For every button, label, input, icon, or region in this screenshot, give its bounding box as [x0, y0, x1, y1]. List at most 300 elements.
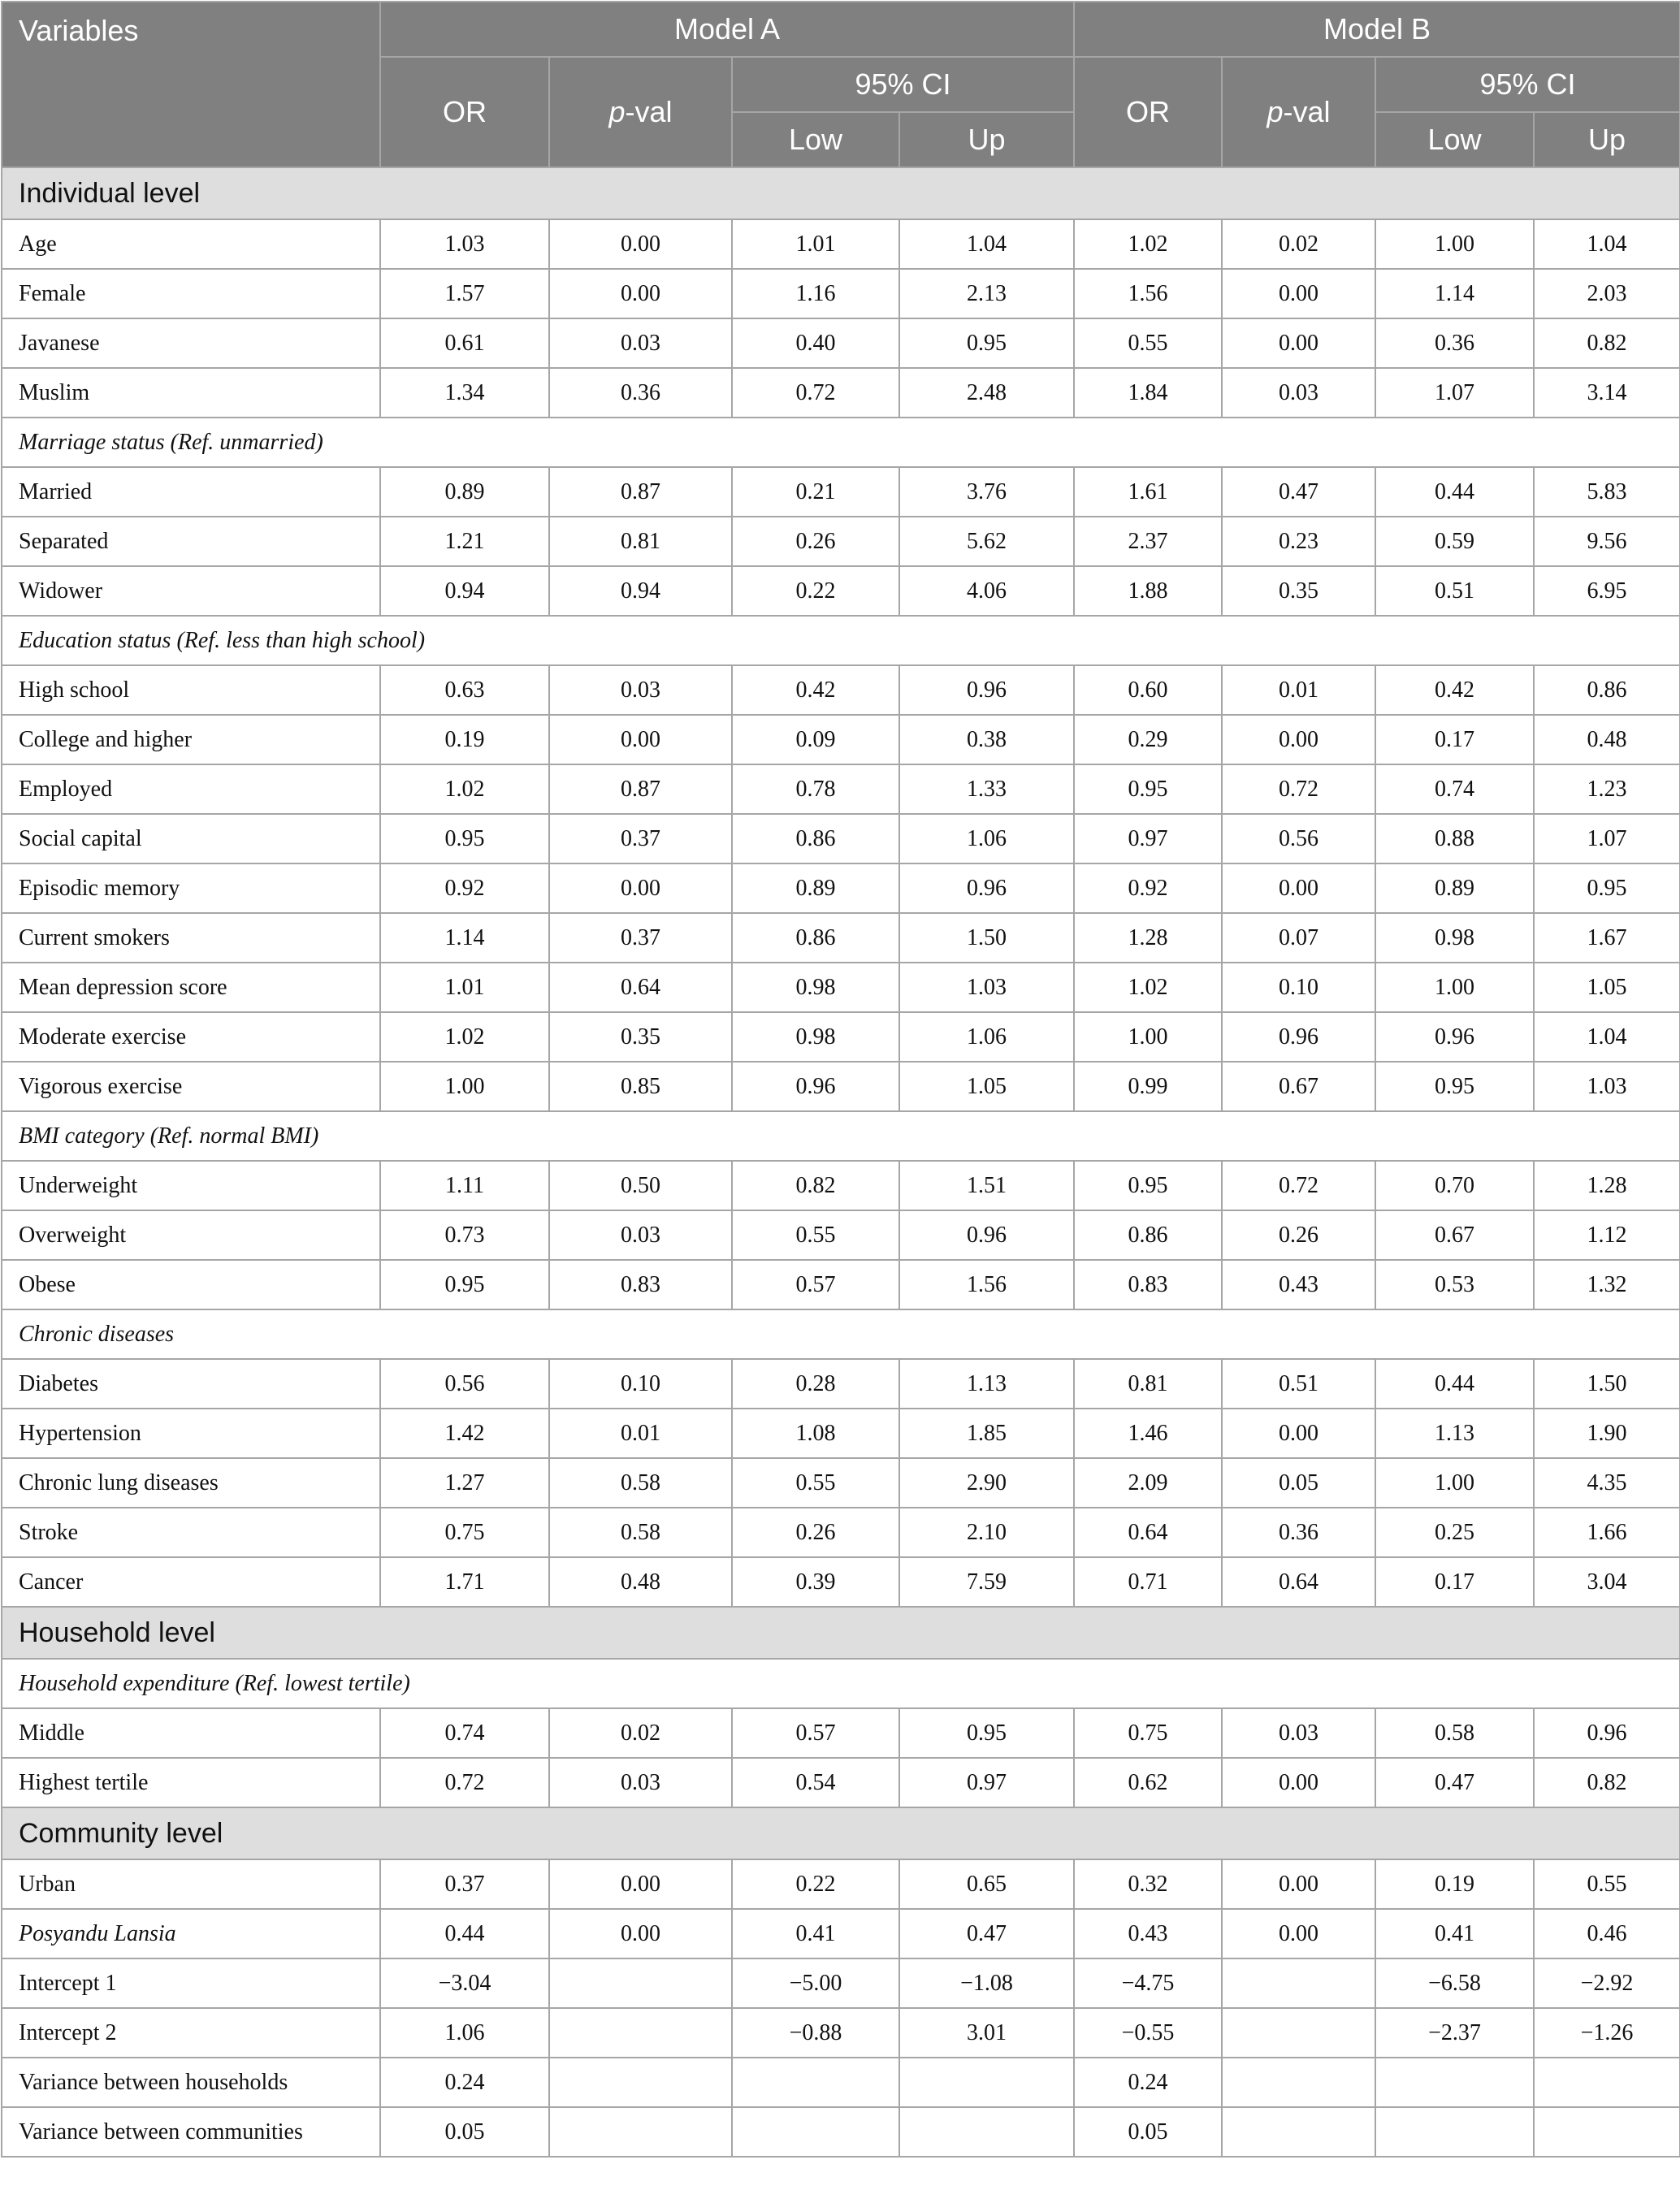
value-cell: 0.67 — [1222, 1062, 1375, 1111]
row-label: Vigorous exercise — [2, 1062, 380, 1111]
value-cell: 0.26 — [732, 1508, 899, 1557]
value-cell: 1.56 — [1074, 269, 1222, 318]
value-cell: 1.03 — [1534, 1062, 1680, 1111]
value-cell: 1.50 — [1534, 1359, 1680, 1409]
value-cell: 0.36 — [1375, 318, 1534, 368]
table-row — [2, 2107, 1680, 2157]
value-cell: 0.95 — [1534, 863, 1680, 913]
value-cell: 6.95 — [1534, 566, 1680, 616]
subcategory-label: Household expenditure (Ref. lowest tertile) — [2, 1659, 1680, 1708]
value-cell: 0.22 — [732, 566, 899, 616]
row-label: Variance between households — [2, 2058, 380, 2107]
value-cell: 0.29 — [1074, 715, 1222, 764]
value-cell: 0.44 — [380, 1909, 549, 1958]
row-label: Moderate exercise — [2, 1012, 380, 1062]
table-row — [2, 764, 1680, 814]
value-cell: 1.07 — [1375, 368, 1534, 418]
value-cell: 0.98 — [732, 963, 899, 1012]
value-cell: 1.08 — [732, 1409, 899, 1458]
value-cell: 0.54 — [732, 1758, 899, 1807]
value-cell: 0.72 — [1222, 764, 1375, 814]
table-row — [2, 1508, 1680, 1557]
value-cell: 1.33 — [899, 764, 1074, 814]
value-cell: 0.01 — [549, 1409, 732, 1458]
value-cell: 0.67 — [1375, 1210, 1534, 1260]
value-cell: 0.10 — [549, 1359, 732, 1409]
value-cell: 1.04 — [899, 219, 1074, 269]
value-cell: 1.02 — [1074, 963, 1222, 1012]
value-cell: 0.70 — [1375, 1161, 1534, 1210]
value-cell: 0.07 — [1222, 913, 1375, 963]
value-cell: 0.95 — [1074, 764, 1222, 814]
value-cell: −3.04 — [380, 1958, 549, 2008]
table-row — [2, 1161, 1680, 1210]
value-cell: 1.06 — [380, 2008, 549, 2058]
value-cell: 4.06 — [899, 566, 1074, 616]
row-label: Posyandu Lansia — [2, 1909, 380, 1958]
header-up-b: Up — [1534, 112, 1680, 167]
row-label: Obese — [2, 1260, 380, 1309]
value-cell: 0.59 — [1375, 517, 1534, 566]
value-cell — [1222, 1958, 1375, 2008]
table-row — [2, 863, 1680, 913]
value-cell — [549, 2107, 732, 2157]
value-cell: 0.75 — [380, 1508, 549, 1557]
value-cell: 0.96 — [899, 1210, 1074, 1260]
value-cell: 1.11 — [380, 1161, 549, 1210]
value-cell: 2.03 — [1534, 269, 1680, 318]
value-cell: 0.83 — [1074, 1260, 1222, 1309]
value-cell: 0.10 — [1222, 963, 1375, 1012]
value-cell: 0.81 — [1074, 1359, 1222, 1409]
value-cell: 0.82 — [732, 1161, 899, 1210]
table-row — [2, 269, 1680, 318]
table-row — [2, 1409, 1680, 1458]
value-cell: 0.00 — [549, 1859, 732, 1909]
row-label: Stroke — [2, 1508, 380, 1557]
value-cell: 0.51 — [1222, 1359, 1375, 1409]
subcategory-label: BMI category (Ref. normal BMI) — [2, 1111, 1680, 1161]
row-label: Age — [2, 219, 380, 269]
value-cell: 0.39 — [732, 1557, 899, 1607]
value-cell — [732, 2058, 899, 2107]
value-cell: 2.13 — [899, 269, 1074, 318]
value-cell: 5.83 — [1534, 467, 1680, 517]
value-cell: 9.56 — [1534, 517, 1680, 566]
table-row — [2, 1260, 1680, 1309]
value-cell: 0.97 — [899, 1758, 1074, 1807]
value-cell: 1.03 — [380, 219, 549, 269]
value-cell: 0.64 — [1074, 1508, 1222, 1557]
value-cell: 2.48 — [899, 368, 1074, 418]
value-cell: 0.00 — [1222, 1859, 1375, 1909]
row-label: Diabetes — [2, 1359, 380, 1409]
header-model-b: Model B — [1074, 2, 1680, 57]
value-cell: −6.58 — [1375, 1958, 1534, 2008]
header-low-a: Low — [732, 112, 899, 167]
value-cell: 0.94 — [549, 566, 732, 616]
table-row — [2, 467, 1680, 517]
row-label: Intercept 2 — [2, 2008, 380, 2058]
header-or-b: OR — [1074, 57, 1222, 167]
value-cell: 0.41 — [732, 1909, 899, 1958]
value-cell: 0.78 — [732, 764, 899, 814]
value-cell: 0.96 — [1222, 1012, 1375, 1062]
table-row — [2, 1062, 1680, 1111]
row-label: Current smokers — [2, 913, 380, 963]
row-label: Chronic lung diseases — [2, 1458, 380, 1508]
table-row — [2, 1958, 1680, 2008]
value-cell: 0.00 — [1222, 863, 1375, 913]
value-cell: 1.27 — [380, 1458, 549, 1508]
value-cell: 0.05 — [380, 2107, 549, 2157]
value-cell: 1.00 — [1375, 963, 1534, 1012]
value-cell: 0.36 — [1222, 1508, 1375, 1557]
value-cell: 1.23 — [1534, 764, 1680, 814]
value-cell: 1.00 — [380, 1062, 549, 1111]
value-cell: 1.57 — [380, 269, 549, 318]
value-cell: 1.00 — [1375, 219, 1534, 269]
value-cell: 0.61 — [380, 318, 549, 368]
value-cell: 0.00 — [1222, 1409, 1375, 1458]
value-cell: 0.01 — [1222, 665, 1375, 715]
value-cell: 0.53 — [1375, 1260, 1534, 1309]
table-row — [2, 1359, 1680, 1409]
value-cell: 0.50 — [549, 1161, 732, 1210]
value-cell: 1.06 — [899, 814, 1074, 863]
table-row — [2, 665, 1680, 715]
row-label: Highest tertile — [2, 1758, 380, 1807]
value-cell: 0.75 — [1074, 1708, 1222, 1758]
value-cell: 1.12 — [1534, 1210, 1680, 1260]
value-cell: 1.21 — [380, 517, 549, 566]
subcategory-label: Chronic diseases — [2, 1309, 1680, 1359]
value-cell: 0.21 — [732, 467, 899, 517]
value-cell: 0.74 — [380, 1708, 549, 1758]
table-row — [2, 913, 1680, 963]
value-cell: −0.88 — [732, 2008, 899, 2058]
value-cell: 0.88 — [1375, 814, 1534, 863]
table-row — [2, 1210, 1680, 1260]
value-cell: 0.81 — [549, 517, 732, 566]
value-cell: 1.14 — [380, 913, 549, 963]
value-cell: −5.00 — [732, 1958, 899, 2008]
table-row — [2, 2058, 1680, 2107]
value-cell: 0.95 — [899, 1708, 1074, 1758]
value-cell: 0.47 — [1222, 467, 1375, 517]
value-cell: 0.92 — [380, 863, 549, 913]
value-cell: 0.58 — [549, 1508, 732, 1557]
value-cell: 1.00 — [1074, 1012, 1222, 1062]
value-cell — [549, 1958, 732, 2008]
table-row — [2, 1012, 1680, 1062]
value-cell: 1.13 — [899, 1359, 1074, 1409]
value-cell: 1.04 — [1534, 1012, 1680, 1062]
value-cell: 0.00 — [1222, 715, 1375, 764]
subcategory-label: Marriage status (Ref. unmarried) — [2, 418, 1680, 467]
section-header-row — [2, 1607, 1680, 1659]
value-cell — [732, 2107, 899, 2157]
table-row — [2, 1557, 1680, 1607]
table-row — [2, 1859, 1680, 1909]
value-cell: 1.04 — [1534, 219, 1680, 269]
value-cell: 1.28 — [1074, 913, 1222, 963]
table-row — [2, 318, 1680, 368]
value-cell: 0.03 — [549, 318, 732, 368]
value-cell: 0.99 — [1074, 1062, 1222, 1111]
value-cell: 1.67 — [1534, 913, 1680, 963]
value-cell: 0.87 — [549, 764, 732, 814]
value-cell: 0.83 — [549, 1260, 732, 1309]
row-label: Widower — [2, 566, 380, 616]
value-cell — [899, 2058, 1074, 2107]
value-cell: 2.37 — [1074, 517, 1222, 566]
value-cell: 0.37 — [380, 1859, 549, 1909]
value-cell: 0.48 — [549, 1557, 732, 1607]
row-label: Married — [2, 467, 380, 517]
value-cell: 1.13 — [1375, 1409, 1534, 1458]
value-cell: 1.01 — [732, 219, 899, 269]
row-label: Urban — [2, 1859, 380, 1909]
value-cell: 1.16 — [732, 269, 899, 318]
row-label: Separated — [2, 517, 380, 566]
value-cell: 0.26 — [732, 517, 899, 566]
value-cell: 0.72 — [732, 368, 899, 418]
value-cell — [1222, 2008, 1375, 2058]
value-cell: 2.90 — [899, 1458, 1074, 1508]
value-cell: 0.98 — [1375, 913, 1534, 963]
value-cell: 1.02 — [1074, 219, 1222, 269]
value-cell: 0.02 — [1222, 219, 1375, 269]
value-cell: 0.00 — [549, 715, 732, 764]
value-cell — [1222, 2058, 1375, 2107]
value-cell — [899, 2107, 1074, 2157]
value-cell: 0.89 — [732, 863, 899, 913]
value-cell: −2.37 — [1375, 2008, 1534, 2058]
value-cell: 0.82 — [1534, 1758, 1680, 1807]
value-cell: 0.60 — [1074, 665, 1222, 715]
value-cell: 0.72 — [1222, 1161, 1375, 1210]
subcategory-row — [2, 418, 1680, 467]
value-cell: 0.17 — [1375, 1557, 1534, 1607]
value-cell: 1.07 — [1534, 814, 1680, 863]
row-label: Underweight — [2, 1161, 380, 1210]
value-cell: 0.00 — [549, 219, 732, 269]
value-cell: 0.19 — [1375, 1859, 1534, 1909]
value-cell: 4.35 — [1534, 1458, 1680, 1508]
table-header — [2, 2, 1680, 167]
value-cell: 0.86 — [1074, 1210, 1222, 1260]
value-cell: 0.00 — [549, 1909, 732, 1958]
header-variables: Variables — [2, 2, 380, 167]
value-cell: 1.71 — [380, 1557, 549, 1607]
value-cell: 0.95 — [1074, 1161, 1222, 1210]
value-cell: 0.28 — [732, 1359, 899, 1409]
subcategory-row — [2, 1659, 1680, 1708]
value-cell: 1.06 — [899, 1012, 1074, 1062]
value-cell: 0.92 — [1074, 863, 1222, 913]
value-cell: 0.95 — [380, 814, 549, 863]
value-cell: 0.64 — [1222, 1557, 1375, 1607]
value-cell: 0.89 — [1375, 863, 1534, 913]
value-cell: 0.32 — [1074, 1859, 1222, 1909]
value-cell: 0.73 — [380, 1210, 549, 1260]
value-cell: 0.96 — [732, 1062, 899, 1111]
section-header-row — [2, 167, 1680, 219]
value-cell: 0.97 — [1074, 814, 1222, 863]
value-cell: 0.43 — [1074, 1909, 1222, 1958]
value-cell: 0.72 — [380, 1758, 549, 1807]
value-cell: 3.14 — [1534, 368, 1680, 418]
value-cell: 0.44 — [1375, 1359, 1534, 1409]
value-cell: 0.74 — [1375, 764, 1534, 814]
header-pval-a: p-val — [549, 57, 732, 167]
value-cell: 0.96 — [1534, 1708, 1680, 1758]
subcategory-row — [2, 1309, 1680, 1359]
table-row — [2, 963, 1680, 1012]
table-row — [2, 1708, 1680, 1758]
value-cell: 0.65 — [899, 1859, 1074, 1909]
value-cell: 0.95 — [899, 318, 1074, 368]
value-cell: 0.35 — [549, 1012, 732, 1062]
table-row — [2, 566, 1680, 616]
value-cell: 1.32 — [1534, 1260, 1680, 1309]
value-cell: 2.09 — [1074, 1458, 1222, 1508]
section-title: Community level — [2, 1807, 1680, 1859]
table-body — [2, 167, 1680, 2157]
value-cell: 0.26 — [1222, 1210, 1375, 1260]
value-cell: −1.08 — [899, 1958, 1074, 2008]
value-cell: 0.03 — [549, 1758, 732, 1807]
table-row — [2, 1458, 1680, 1508]
results-table — [1, 1, 1680, 2158]
value-cell: 0.55 — [1074, 318, 1222, 368]
value-cell: 0.00 — [549, 863, 732, 913]
value-cell: 0.55 — [732, 1458, 899, 1508]
value-cell: 0.03 — [549, 1210, 732, 1260]
value-cell: 1.61 — [1074, 467, 1222, 517]
value-cell: 1.84 — [1074, 368, 1222, 418]
row-label: Employed — [2, 764, 380, 814]
value-cell: 0.38 — [899, 715, 1074, 764]
subcategory-row — [2, 616, 1680, 665]
value-cell: 1.03 — [899, 963, 1074, 1012]
value-cell: 0.03 — [549, 665, 732, 715]
value-cell: −4.75 — [1074, 1958, 1222, 2008]
header-low-b: Low — [1375, 112, 1534, 167]
value-cell: 3.76 — [899, 467, 1074, 517]
value-cell: 0.19 — [380, 715, 549, 764]
value-cell: 0.05 — [1074, 2107, 1222, 2157]
value-cell: −2.92 — [1534, 1958, 1680, 2008]
value-cell: 0.87 — [549, 467, 732, 517]
value-cell — [1534, 2107, 1680, 2157]
value-cell: 0.41 — [1375, 1909, 1534, 1958]
value-cell: 0.24 — [1074, 2058, 1222, 2107]
value-cell: 0.96 — [1375, 1012, 1534, 1062]
value-cell: 0.63 — [380, 665, 549, 715]
value-cell: 1.42 — [380, 1409, 549, 1458]
value-cell: 0.98 — [732, 1012, 899, 1062]
value-cell: 0.62 — [1074, 1758, 1222, 1807]
row-label: Cancer — [2, 1557, 380, 1607]
value-cell: 1.90 — [1534, 1409, 1680, 1458]
value-cell: 0.47 — [1375, 1758, 1534, 1807]
value-cell: 0.40 — [732, 318, 899, 368]
value-cell: 0.71 — [1074, 1557, 1222, 1607]
row-label: Variance between communities — [2, 2107, 380, 2157]
row-label: Intercept 1 — [2, 1958, 380, 2008]
table-row — [2, 1909, 1680, 1958]
header-ci-b: 95% CI — [1375, 57, 1680, 112]
row-label: Muslim — [2, 368, 380, 418]
table-row — [2, 517, 1680, 566]
value-cell: 0.89 — [380, 467, 549, 517]
value-cell: 0.86 — [732, 913, 899, 963]
value-cell: 3.04 — [1534, 1557, 1680, 1607]
value-cell: 0.43 — [1222, 1260, 1375, 1309]
table-row — [2, 2008, 1680, 2058]
value-cell: 0.42 — [732, 665, 899, 715]
value-cell: 1.46 — [1074, 1409, 1222, 1458]
table-row — [2, 368, 1680, 418]
value-cell: 1.56 — [899, 1260, 1074, 1309]
value-cell: 1.50 — [899, 913, 1074, 963]
subcategory-label: Education status (Ref. less than high school) — [2, 616, 1680, 665]
value-cell: 0.35 — [1222, 566, 1375, 616]
value-cell: 1.88 — [1074, 566, 1222, 616]
value-cell: 0.82 — [1534, 318, 1680, 368]
value-cell: 0.42 — [1375, 665, 1534, 715]
table-row — [2, 715, 1680, 764]
row-label: Episodic memory — [2, 863, 380, 913]
value-cell: 1.14 — [1375, 269, 1534, 318]
value-cell: 0.58 — [549, 1458, 732, 1508]
value-cell: 0.51 — [1375, 566, 1534, 616]
value-cell: 1.05 — [1534, 963, 1680, 1012]
row-label: Social capital — [2, 814, 380, 863]
header-up-a: Up — [899, 112, 1074, 167]
value-cell: 0.56 — [380, 1359, 549, 1409]
value-cell: 1.05 — [899, 1062, 1074, 1111]
value-cell: −1.26 — [1534, 2008, 1680, 2058]
value-cell: 1.02 — [380, 1012, 549, 1062]
value-cell: 0.25 — [1375, 1508, 1534, 1557]
subcategory-row — [2, 1111, 1680, 1161]
row-label: Female — [2, 269, 380, 318]
value-cell: 0.00 — [1222, 269, 1375, 318]
table-row — [2, 1758, 1680, 1807]
value-cell: 0.36 — [549, 368, 732, 418]
header-model-a: Model A — [380, 2, 1074, 57]
value-cell: 1.01 — [380, 963, 549, 1012]
value-cell: 0.95 — [1375, 1062, 1534, 1111]
row-label: Mean depression score — [2, 963, 380, 1012]
value-cell: 0.44 — [1375, 467, 1534, 517]
header-or-a: OR — [380, 57, 549, 167]
value-cell: 1.66 — [1534, 1508, 1680, 1557]
value-cell: 0.17 — [1375, 715, 1534, 764]
value-cell: 0.48 — [1534, 715, 1680, 764]
row-label: High school — [2, 665, 380, 715]
row-label: Javanese — [2, 318, 380, 368]
value-cell: 0.02 — [549, 1708, 732, 1758]
value-cell: 0.95 — [380, 1260, 549, 1309]
value-cell: 1.85 — [899, 1409, 1074, 1458]
value-cell — [1375, 2107, 1534, 2157]
row-label: Hypertension — [2, 1409, 380, 1458]
value-cell: 0.22 — [732, 1859, 899, 1909]
